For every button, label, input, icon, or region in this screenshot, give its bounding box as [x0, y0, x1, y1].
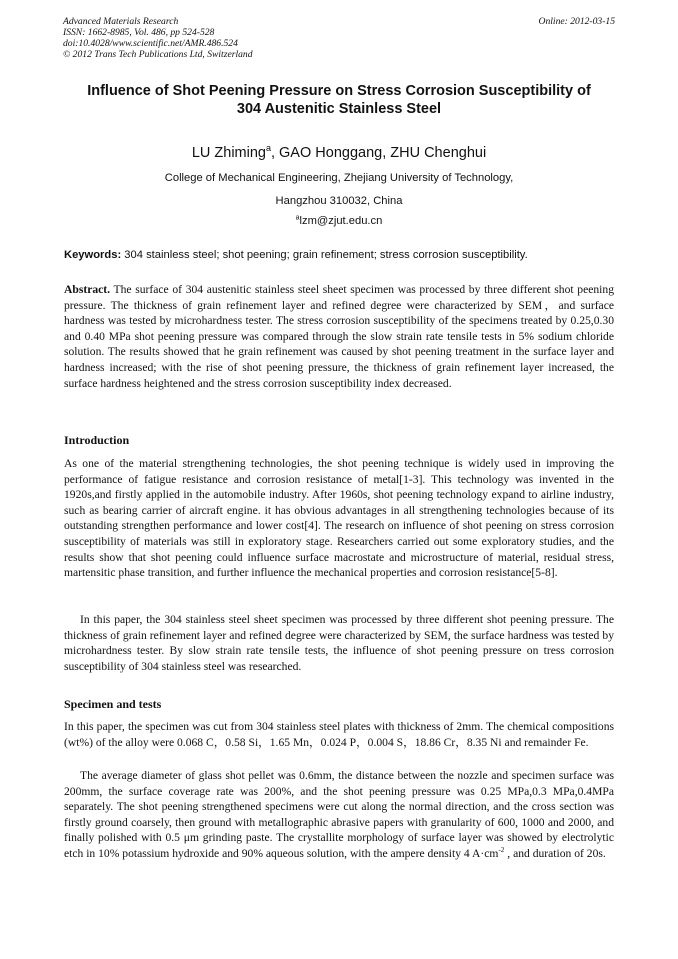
affiliation-line-1: College of Mechanical Engineering, Zhejiang University of Technology, — [164, 172, 514, 184]
author-list — [60, 145, 618, 161]
introduction-paragraph-2: In this paper, the 304 stainless steel sheet specimen was processed by three different shot peening pressure. The thickness of grain refinement layer and refined degree were characterized by SEM, the surface hardness was tested by microhardness tester. By slow strain rate tensile tests, the influence of shot peening pressure on tress corrosion susceptibility of 304 stainless steel was researched. — [64, 613, 614, 673]
journal-name: Advanced Materials Research — [63, 16, 179, 27]
keywords-label: Keywords: — [64, 249, 122, 261]
author-email — [60, 215, 618, 227]
introduction-paragraph-1: As one of the material strengthening technologies, the shot peening technique is widely used in improving the performance of fatigue resistance and corrosion resistance of metal[1-3]. This technology was invented in the 1920s,and firstly applied in the automobile industry. After 1960s, shot peening technology expand to airline industry, such as bearing carrier of aircraft engine. it has obvious advantages in all strengthening technologies because of its outstanding strengthen performance and lower cost[4]. The research on influence of shot peening on stress corrosion susceptibility of materials was still in exploratory stage. Researchers carried out some exploratory studies, and the results show that shot peening could influence surface macrostate and microstructure of material, residual stress, martensitic phase transition, and further influence the mechanical properties and corrosion resistance[5-8]. — [64, 457, 614, 580]
author-affil-mark: a — [265, 143, 271, 154]
title-line-2: 304 Austenitic Stainless Steel — [236, 101, 442, 117]
affiliation-line-2: Hangzhou 310032, China — [275, 195, 403, 207]
keywords-text: 304 stainless steel; shot peening; grain refinement; stress corrosion susceptibility. — [121, 249, 528, 261]
copyright-line: © 2012 Trans Tech Publications Ltd, Switzerland — [63, 49, 253, 60]
author-first: LU Zhiming — [191, 145, 266, 161]
specimen-paragraph-2 — [64, 768, 614, 862]
abstract-text: The surface of 304 austenitic stainless steel sheet specimen was processed by three different shot peening pressure. The thickness of grain refinement layer and refined degree were characterized by SEM，and surface hardness was tested by microhardness tester. The stress corrosion susceptibility of the specimens treated by 0.25,0.30 and 0.40 MPa shot peening pressure was compared through the slow strain rate tensile tests in 5% sodium chloride solution. The results showed that he grain refinement was caused by shot peening treatment in the surface layer and hardness increased; with the rise of shot peening pressure, the thickness of grain refinement layer increased, the surface hardness heightened and the stress corrosion susceptibility index decreased. — [64, 283, 614, 390]
author-rest: , GAO Honggang, ZHU Chenghui — [270, 145, 487, 161]
abstract — [64, 282, 614, 391]
paper-title — [50, 82, 628, 118]
issn-line: ISSN: 1662-8985, Vol. 486, pp 524-528 — [63, 27, 215, 38]
specimen-paragraph-2-end: , and duration of 20s. — [504, 846, 606, 860]
doi-line: doi:10.4028/www.scientific.net/AMR.486.524 — [63, 38, 238, 49]
online-date: Online: 2012-03-15 — [538, 16, 615, 27]
specimen-paragraph-1: In this paper, the specimen was cut from 304 stainless steel plates with thickness of 2mm. The chemical compositions (wt%) of the alloy were 0.068 C，0.58 Si，1.65 Mn，0.024 P，0.004 S，18.86 Cr，8.35 Ni and remainder Fe. — [64, 720, 614, 749]
specimen-paragraph-2-text: The average diameter of glass shot pellet was 0.6mm, the distance between the nozzle and specimen surface was 200mm, the surface coverage rate was 200%, and the shot peening pressure was 0.25 MPa,0.3 MPa,0.4MPa separately. The shot peening strengthened specimens were cut along the normal direction, and the cross section was firstly ground coarsely, then ground with metallographic abrasive papers with granularity of 600, 1000 and 2000, and finally polished with 0.5 μm grinding paste. The crystallite morphology of surface layer was showed by electrolytic etch in 10% potassium hydroxide and 90% aqueous solution, with the ampere density 4 A·cm — [64, 769, 614, 860]
journal-header — [63, 16, 253, 60]
title-line-1: Influence of Shot Peening Pressure on Stress Corrosion Susceptibility of — [87, 83, 591, 99]
current-density-exponent: -2 — [498, 846, 505, 855]
introduction-heading: Introduction — [64, 433, 130, 447]
email-mark: a — [295, 214, 300, 222]
specimen-heading: Specimen and tests — [64, 697, 162, 711]
abstract-label: Abstract. — [64, 283, 111, 296]
email-address: lzm@zjut.edu.cn — [299, 215, 383, 227]
keywords — [64, 249, 616, 261]
